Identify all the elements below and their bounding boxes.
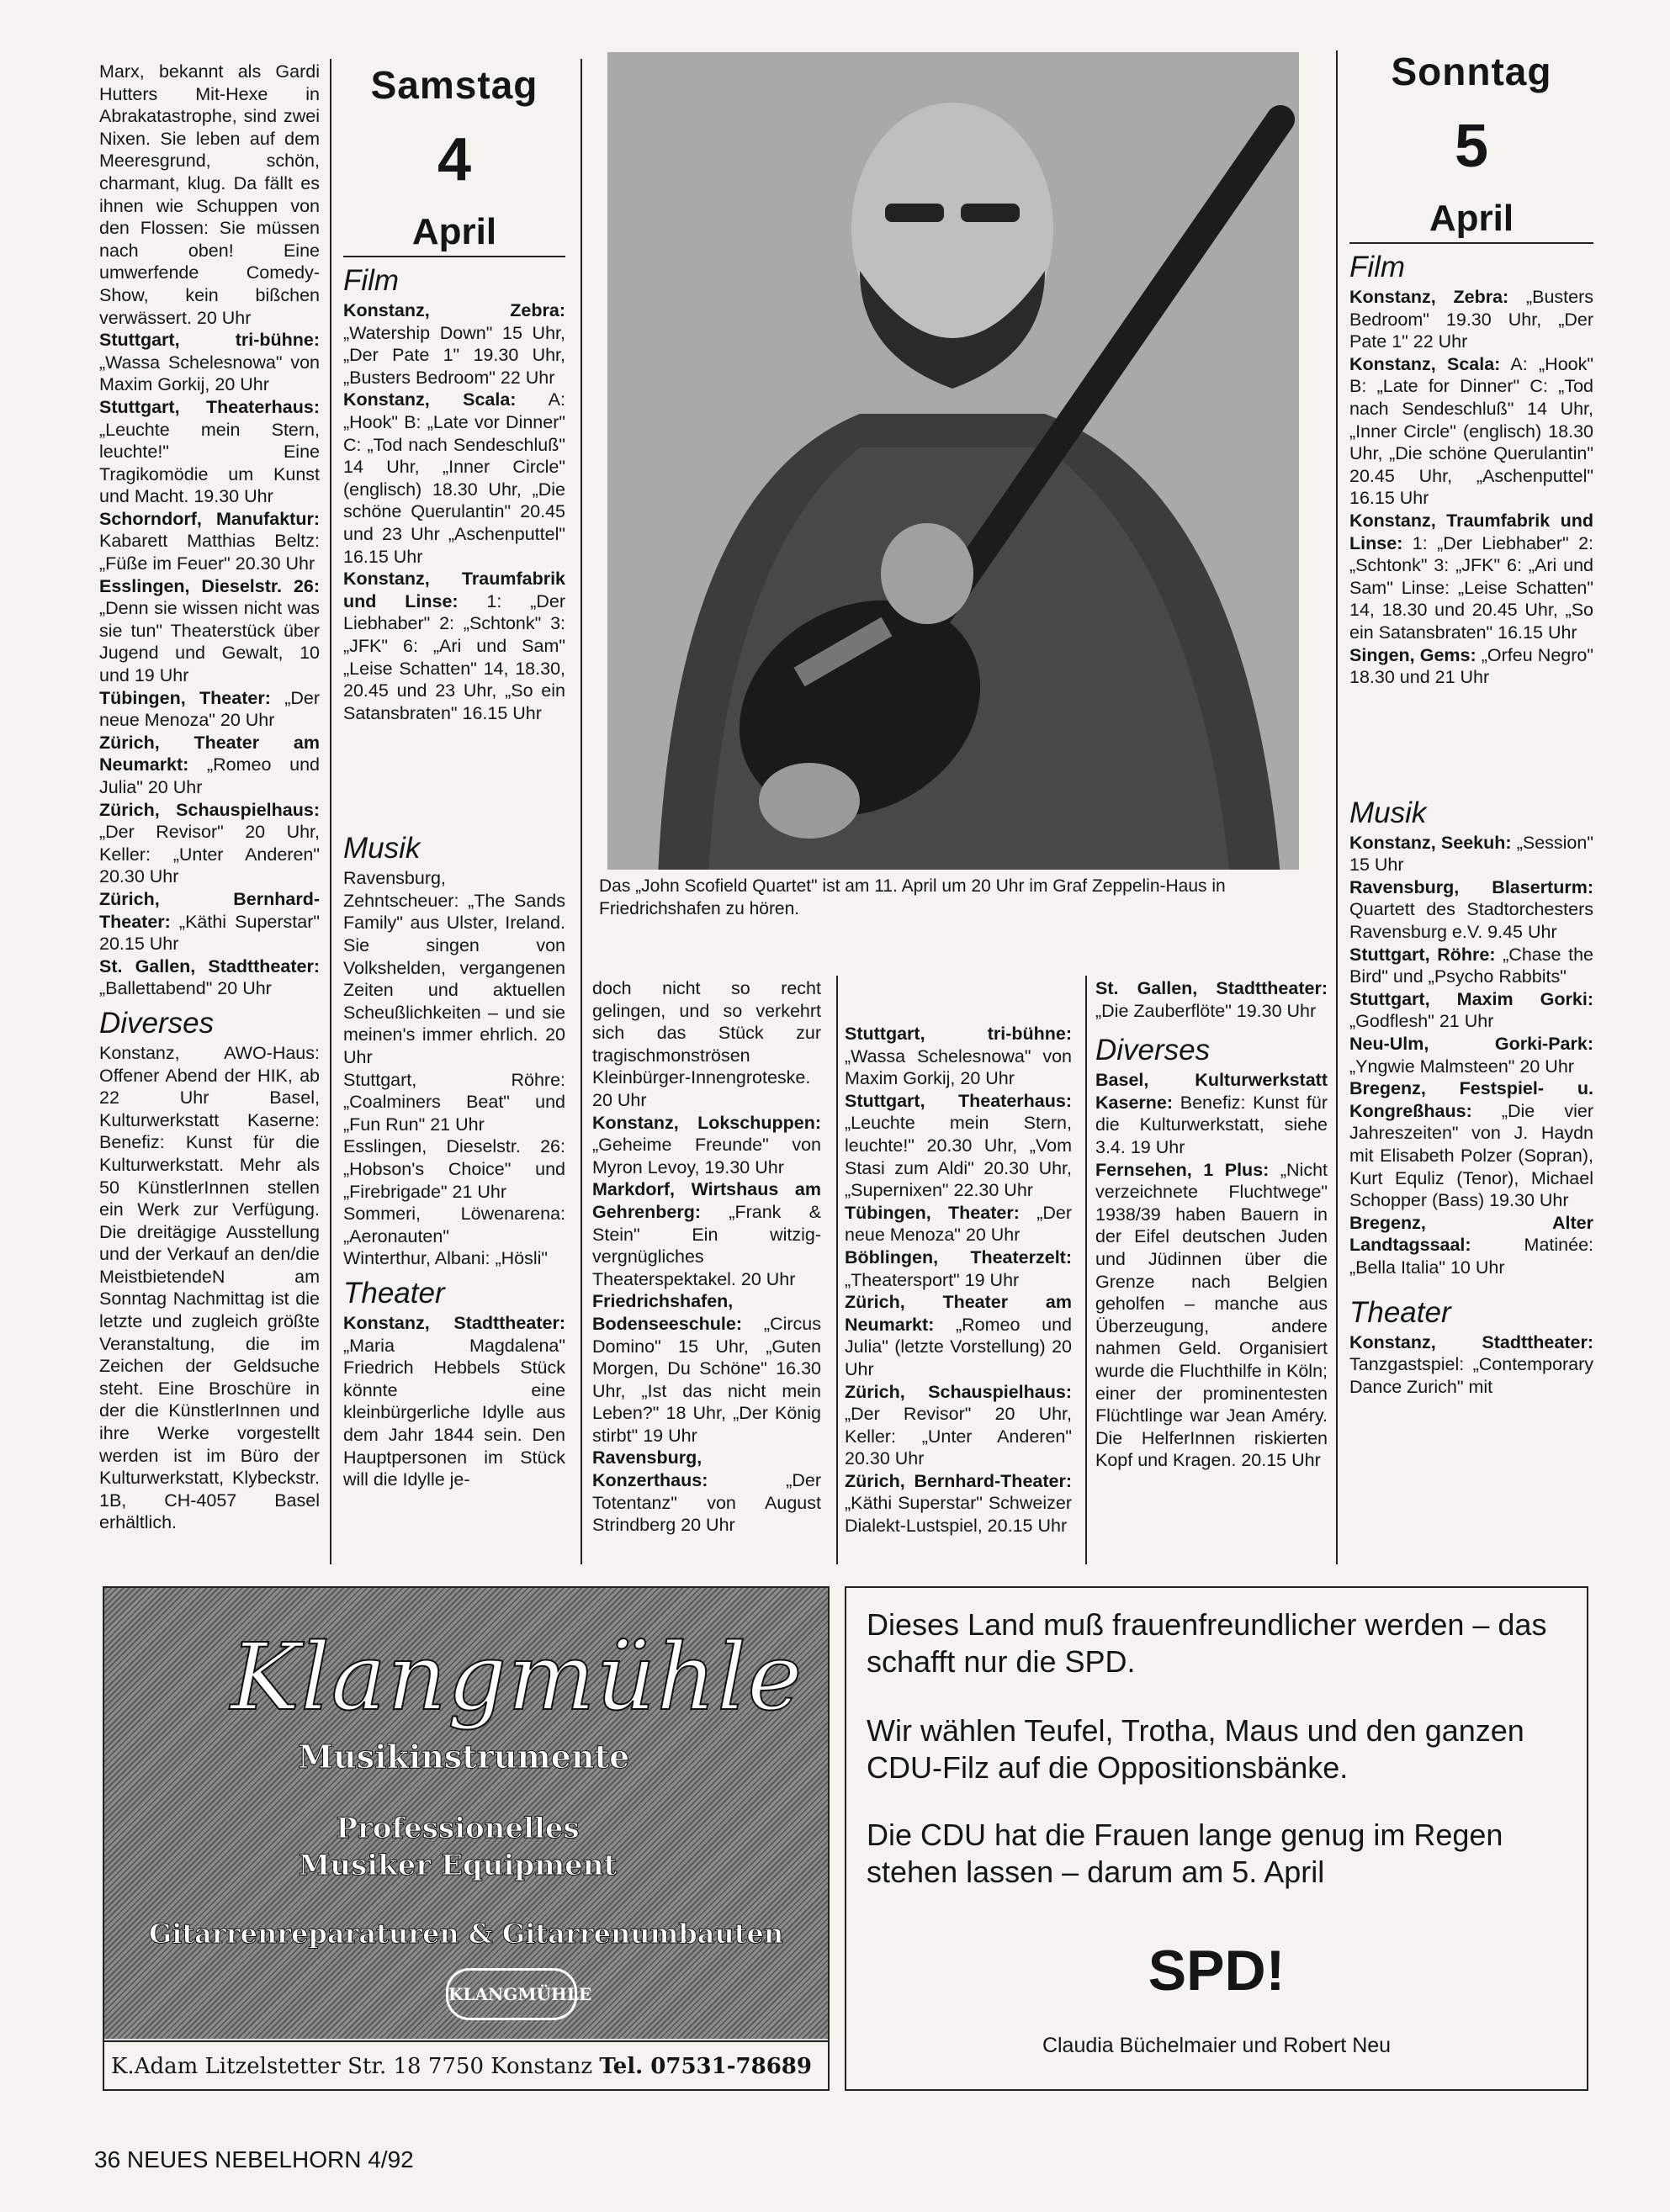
listing-text: „Ballettabend" 20 Uhr [99,978,272,999]
ad-line-equipment: Professionelles Musiker Equipment [298,1812,618,1882]
listing-text: Matinée: „Bella Italia" 10 Uhr [1349,1235,1593,1278]
listing-text: „Der Totentanz" von August Strindberg 20 Uhr [592,1470,821,1536]
listing-entry [99,61,320,329]
ad-address [104,2040,830,2091]
listing-venue: Stuttgart, Theaterhaus: [99,396,320,417]
ad-line-repairs: Gitarrenreparaturen & Gitarrenumbauten [148,1918,784,1950]
col4-listings [845,1023,1072,1537]
ad-logo-mark: KLANGMÜHLE [446,1968,577,2020]
listing-text: „Romeo und Julia" (letzte Vorstellung) 20 Uhr [845,1314,1072,1379]
col6-theater-listings [1349,1331,1593,1399]
col1-diverses-text: Konstanz, AWO-Haus: Offener Abend der HIK, ab 22 Uhr Basel, Kulturwerkstatt Kaserne: Benefiz: Kunst für die Kulturwerkstatt. Mehr als 50 KünstlerInnen stellen ein Werk zur Verfügung. Die dreitägige Ausstellung und der Verkauf an den/die MeistbietendeN am Sonntag Nachmittag ist die letzte und zugleich größte Veranstaltung, die im Zeichen der Geldsuche steht. Eine Broschüre in der die KünstlerInnen und ihre Werke vorgestellt werden ist im Büro der Kulturwerkstatt, Klybeckstr. 1B, CH-4057 Basel erhältlich. [99,1042,320,1533]
listing-venue: Zürich, Bernhard-Theater: [99,888,320,932]
listing-venue: Konstanz, Zebra: [343,300,565,320]
section-heading-diverses: Diverses [1095,1034,1211,1067]
listing-entry [592,1290,821,1447]
listing-entry [845,1291,1072,1380]
listing-text: „Geheime Freunde" von Myron Levoy, 19.30 Uhr [592,1135,821,1177]
listing-entry [99,508,320,575]
listing-entry [1349,286,1593,353]
listing-text: „Wassa Schelesnowa" von Maxim Gorkij, 20 Uhr [99,352,320,395]
listing-text: Sommeri, Löwenarena: „Aeronauten" [343,1204,565,1246]
listing-venue: Konstanz, Traumfabrik und Linse: [343,569,565,611]
listing-entry [1349,1033,1593,1077]
listing-text: „Der neue Menoza" 20 Uhr [99,687,320,731]
listing-entry [1349,644,1593,689]
column-rule [1085,976,1087,1564]
listing-venue: Zürich, Bernhard-Theater: [845,1470,1072,1491]
photo-caption: Das „John Scofield Quartet" ist am 11. April um 20 Uhr im Graf Zeppelin-Haus in Friedrichshafen zu hören. [599,876,1226,918]
listing-text: Tanzgastspiel: „Contemporary Dance Zurich" mit [1349,1354,1593,1397]
listing-venue: Basel, Kulturwerkstatt Kaserne: [1095,1070,1328,1113]
column-5 [1095,977,1328,1472]
listing-venue: Konstanz, Lokschuppen: [592,1112,821,1133]
col5-top-listings [1095,977,1328,1022]
listing-entry [1095,977,1328,1022]
listing-text: „Orfeu Negro" 18.30 und 21 Uhr [1349,644,1593,688]
section-heading-film: Film [343,264,400,297]
listing-entry [845,1023,1072,1090]
section-heading-musik: Musik [1349,796,1427,829]
listing-venue: Konstanz, Stadttheater: [1349,1331,1593,1352]
listing-text: „Godflesh" 21 Uhr [1349,1011,1494,1032]
spd-signature: Claudia Büchelmaier und Robert Neu [1042,2034,1392,2057]
listing-entry [1349,353,1593,510]
advertisement-spd [845,1586,1588,2091]
month-label: April [1429,198,1514,239]
listing-venue: Stuttgart, tri-bühne: [99,330,320,351]
listing-venue: Friedrichshafen, Bodenseeschule: [592,1291,743,1334]
listing-entry [343,1069,565,1136]
listing-entry [99,888,320,955]
date-box-sunday [1349,47,1593,241]
section-heading-theater: Theater [343,1276,445,1310]
listing-text: „Chase the Bird" und „Psycho Rabbits" [1349,944,1593,987]
listing-text: „Maria Magdalena" Friedrich Hebbels Stück könnte eine kleinbürgerliche Idylle aus dem Jahr 1844 sein. Den Hauptpersonen im Stück will die Idylle je- [343,1335,565,1490]
listing-venue: Bregenz, Festspiel- u. Kongreßhaus: [1349,1078,1593,1121]
spd-paragraph-2: Wir wählen Teufel, Trotha, Maus und den ganzen CDU-Filz auf die Oppositionsbänke. [867,1713,1524,1785]
listing-venue: Neu-Ulm, Gorki-Park: [1349,1034,1593,1055]
listing-entry [592,1112,821,1179]
col2-film-listings [343,299,565,724]
col2-theater-listings [343,1312,565,1491]
listing-venue: Singen, Gems: [1349,644,1476,665]
listing-venue: Stuttgart, tri-bühne: [845,1024,1072,1044]
listing-venue: Stuttgart, Maxim Gorki: [1349,988,1593,1009]
listing-text: „Yngwie Malmsteen" 20 Uhr [1349,1056,1574,1077]
listing-entry [592,1447,821,1536]
listing-entry [99,687,320,732]
listing-venue: Fernsehen, 1 Plus: [1095,1159,1270,1180]
col6-musik-listings [1349,832,1593,1279]
listing-entry [1349,1077,1593,1212]
listing-text: „Die Zauberflöte" 19.30 Uhr [1095,1000,1317,1021]
listing-venue: Konstanz, Zebra: [1349,287,1509,307]
listing-venue: Konstanz, Seekuh: [1349,832,1512,853]
listing-venue: Esslingen, Dieselstr. 26: [99,575,320,596]
listing-text: „Theatersport" 19 Uhr [845,1269,1020,1290]
section-heading-musik: Musik [343,832,421,865]
date-rule [343,256,565,257]
listing-text: „Nicht verzeichnete Fluchtwege" 1938/39 haben Bauern in der Eifel deutschen Juden und Jüdinnen über die Grenze nach Belgien geholfen – manche aus Überzeugung, andere nahmen Geld. Organisiert wurde die Fluchthilfe in Köln; einer der prominentesten Flüchtlinge war Jean Améry. Die HelferInnen riskierten Kopf und Kragen. 20.15 Uhr [1095,1159,1328,1471]
section-heading-diverses: Diverses [99,1006,215,1040]
listing-entry [1095,1159,1328,1472]
listing-entry [845,1202,1072,1246]
listing-text: „Denn sie wissen nicht was sie tun" Theaterstück über Jugend und Gewalt, 10 und 19 Uhr [99,598,320,686]
listing-text: „Session" 15 Uhr [1349,832,1593,876]
listing-text: „Watership Down" 15 Uhr, „Der Pate 1" 19.30 Uhr, „Busters Bedroom" 22 Uhr [343,322,565,388]
listing-venue: Bregenz, Alter Landtagssaal: [1349,1212,1593,1256]
listing-venue: Böblingen, Theaterzelt: [845,1246,1072,1267]
listing-entry [1349,944,1593,988]
spd-paragraph-1: Dieses Land muß frauenfreundlicher werden – das schafft nur die SPD. [867,1607,1547,1679]
listing-venue: Tübingen, Theater: [845,1202,1020,1223]
listing-entry [343,568,565,724]
weekday-label: Sonntag [1391,50,1552,93]
listing-entry [343,1203,565,1247]
listing-text: A: „Hook" B: „Late for Dinner" C: „Tod nach Sendeschluß" 14 Uhr, „Inner Circle" (englisch) 18.30 Uhr, „Die schöne Querulantin" 20.45 Uhr, „Aschenputtel" 16.15 Uhr [1349,353,1593,509]
listing-text: Esslingen, Dieselstr. 26: „Hobson's Choice" und „Firebrigade" 21 Uhr [343,1136,565,1202]
column-4 [845,1023,1072,1537]
listing-text: „Käthi Superstar" 20.15 Uhr [99,911,320,955]
col5-diverses-listings [1095,1069,1328,1472]
listing-entry [343,389,565,568]
listing-text: „Romeo und Julia" 20 Uhr [99,754,320,797]
listing-entry [845,1090,1072,1202]
listing-entry [592,977,821,1112]
month-label: April [411,211,497,252]
listing-entry [343,867,565,1068]
listing-venue: St. Gallen, Stadttheater: [99,955,320,976]
listing-entry [1349,510,1593,644]
ad-line-instruments: Musikinstrumente [298,1738,630,1775]
listing-venue: Stuttgart, Theaterhaus: [845,1090,1072,1111]
listing-venue: Zürich, Schauspielhaus: [845,1381,1072,1402]
listing-entry [1349,832,1593,876]
column-rule [1336,50,1338,1564]
listing-venue: Ravensburg, Blaserturm: [1349,876,1593,897]
ad-phone: Tel. 07531-78689 [599,2054,812,2079]
column-1 [99,61,320,1534]
column-rule [581,59,582,1564]
listing-text: Ravensburg, Zehntscheuer: „The Sands Family" aus Ulster, Ireland. Sie singen von Volkshelden, vergangenen Zeiten und aktuellen Scheußlichkeiten – und sie meinen's immer ehrlich. 20 Uhr [343,868,565,1068]
listing-entry [1349,876,1593,944]
listing-entry [1349,1331,1593,1399]
listing-venue: Tübingen, Theater: [99,687,271,708]
day-number: 4 [437,126,472,193]
listing-text: 1: „Der Liebhaber" 2: „Schtonk" 3: „JFK" 6: „Ari und Sam" Linse: „Leise Schatten" 14, 18.30 und 20.45 Uhr, „So ein Satansbraten" 16.15 Uhr [1349,532,1593,643]
listing-text: „Leuchte mein Stern, leuchte!" 20.30 Uhr, „Vom Stasi zum Aldi" 20.30 Uhr, „Supernixen" 22.30 Uhr [845,1113,1072,1201]
page-footer: 36 NEUES NEBELHORN 4/92 [94,2146,414,2172]
listing-text: 1: „Der Liebhaber" 2: „Schtonk" 3: „JFK" 6: „Ari und Sam" „Leise Schatten" 14, 18.30, 20.45 und 23 Uhr, „So ein Satansbraten" 16.15 Uhr [343,590,565,723]
listing-entry [1095,1069,1328,1158]
listing-entry [845,1246,1072,1291]
listing-text: Quartett des Stadtorchesters Ravensburg e.V. 9.45 Uhr [1349,899,1593,943]
photo-john-scofield [607,52,1299,870]
listing-entry [99,955,320,1000]
section-heading-theater: Theater [1349,1295,1451,1329]
column-2 [343,61,565,1491]
ad-address-street: K.Adam Litzelstetter Str. 18 7750 Konstanz [111,2054,593,2079]
day-number: 5 [1454,113,1489,180]
col2-musik-listings [343,867,565,1270]
listing-text: Winterthur, Albani: „Hösli" [343,1248,549,1269]
listing-text: „Der Revisor" 20 Uhr, Keller: „Unter Anderen" 20.30 Uhr [845,1404,1072,1469]
listing-venue: St. Gallen, Stadttheater: [1095,978,1328,998]
ad-logo-text: Klangmühle [231,1623,803,1731]
listing-venue: Zürich, Theater am Neumarkt: [99,732,320,775]
listing-entry [845,1470,1072,1537]
column-rule [330,59,331,1564]
listing-entry [845,1381,1072,1470]
listing-entry [592,1178,821,1290]
listing-text: Benefiz: Kunst für die Kulturwerkstatt, siehe 3.4. 19 Uhr [1095,1092,1328,1157]
column-rule [836,976,838,1564]
listing-text: A: „Hook" B: „Late vor Dinner" C: „Tod nach Sendeschluß" 14 Uhr, „Inner Circle" (englisch) 18.30 Uhr, „Die schöne Querulantin" 20.45 und 23 Uhr „Aschenputtel" 16.15 Uhr [343,389,565,567]
column-3 [592,977,821,1537]
listing-text: „Der neue Menoza" 20 Uhr [845,1202,1072,1246]
advertisement-klangmuehle [103,1586,830,2091]
listing-text: „Leuchte mein Stern, leuchte!" Eine Tragikomödie um Kunst und Macht. 19.30 Uhr [99,419,320,507]
listing-text: „Der Revisor" 20 Uhr, Keller: „Unter Anderen" 20.30 Uhr [99,822,320,887]
column-6 [1349,47,1593,1398]
section-heading-film: Film [1349,251,1406,283]
listing-venue: Ravensburg, Konzerthaus: [592,1447,708,1491]
listing-entry [99,732,320,799]
listing-entry [99,329,320,396]
date-rule [1349,242,1593,244]
spd-paragraph-3: Die CDU hat die Frauen lange genug im Regen stehen lassen – darum am 5. April [867,1818,1503,1889]
listing-venue: Konstanz, Traumfabrik und Linse: [1349,510,1593,553]
listing-entry [1349,988,1593,1033]
listing-venue: Konstanz, Scala: [1349,353,1501,374]
listing-venue: Konstanz, Scala: [343,389,517,410]
listing-text: doch nicht so recht gelingen, und so verkehrt sich das Stück zur tragischmonströsen Kleinbürger-Innengroteske. 20 Uhr [592,978,821,1110]
listing-text: Kabarett Matthias Beltz: „Füße im Feuer" 20.30 Uhr [99,531,320,574]
listing-text: Stuttgart, Röhre: „Coalminers Beat" und „Fun Run" 21 Uhr [343,1069,565,1135]
listing-entry [99,799,320,888]
listing-venue: Stuttgart, Röhre: [1349,944,1496,965]
spacer [343,724,565,825]
listing-text: „Die vier Jahreszeiten" von J. Haydn mit Elisabeth Polzer (Sopran), Kurt Equliz (Tenor), Michael Schopper (Bass) 19.30 Uhr [1349,1100,1593,1211]
listing-venue: Markdorf, Wirtshaus am Gehrenberg: [592,1179,821,1222]
listing-entry [343,1312,565,1491]
weekday-label: Samstag [370,63,538,107]
listing-venue: Zürich, Theater am Neumarkt: [845,1292,1072,1335]
listing-entry [99,575,320,687]
date-box-saturday [343,61,565,254]
spd-slogan: SPD! [1148,1939,1286,2003]
spacer [1349,689,1593,790]
listing-text: „Wassa Schelesnowa" von Maxim Gorkij, 20 Uhr [845,1045,1072,1089]
col6-film-listings [1349,286,1593,689]
listing-entry [1349,1212,1593,1279]
listing-text: „Frank & Stein" Ein witzig-vergnügliches Theaterspektakel. 20 Uhr [592,1201,821,1289]
listing-entry [99,396,320,508]
listing-text: „Circus Domino" 15 Uhr, „Guten Morgen, Du Schöne" 16.30 Uhr, „Ist das nicht mein Leben?" 18 Uhr, „Der König stirbt" 19 Uhr [592,1313,821,1446]
listing-venue: Konstanz, Stadttheater: [343,1312,565,1333]
listing-entry [343,1247,565,1270]
col1-listings [99,61,320,1000]
col3-listings [592,977,821,1537]
listing-entry [343,1135,565,1203]
listing-text: „Käthi Superstar" Schweizer Dialekt-Lustspiel, 20.15 Uhr [845,1493,1072,1537]
listing-entry [343,299,565,389]
listing-text: „Busters Bedroom" 19.30 Uhr, „Der Pate 1" 22 Uhr [1349,287,1593,352]
listing-venue: Zürich, Schauspielhaus: [99,799,320,820]
listing-text: Marx, bekannt als Gardi Hutters Mit-Hexe in Abrakatastrophe, sind zwei Nixen. Sie leben auf dem Meeresgrund, schön, charmant, klug. Da fällt es ihnen wie Schuppen von den Flossen: Sie müssen nach oben! Eine umwerfende Comedy-Show, kein bißchen verwässert. 20 Uhr [99,61,320,328]
listing-venue: Schorndorf, Manufaktur: [99,508,320,529]
guitarist-photo-illustration [607,52,1299,870]
